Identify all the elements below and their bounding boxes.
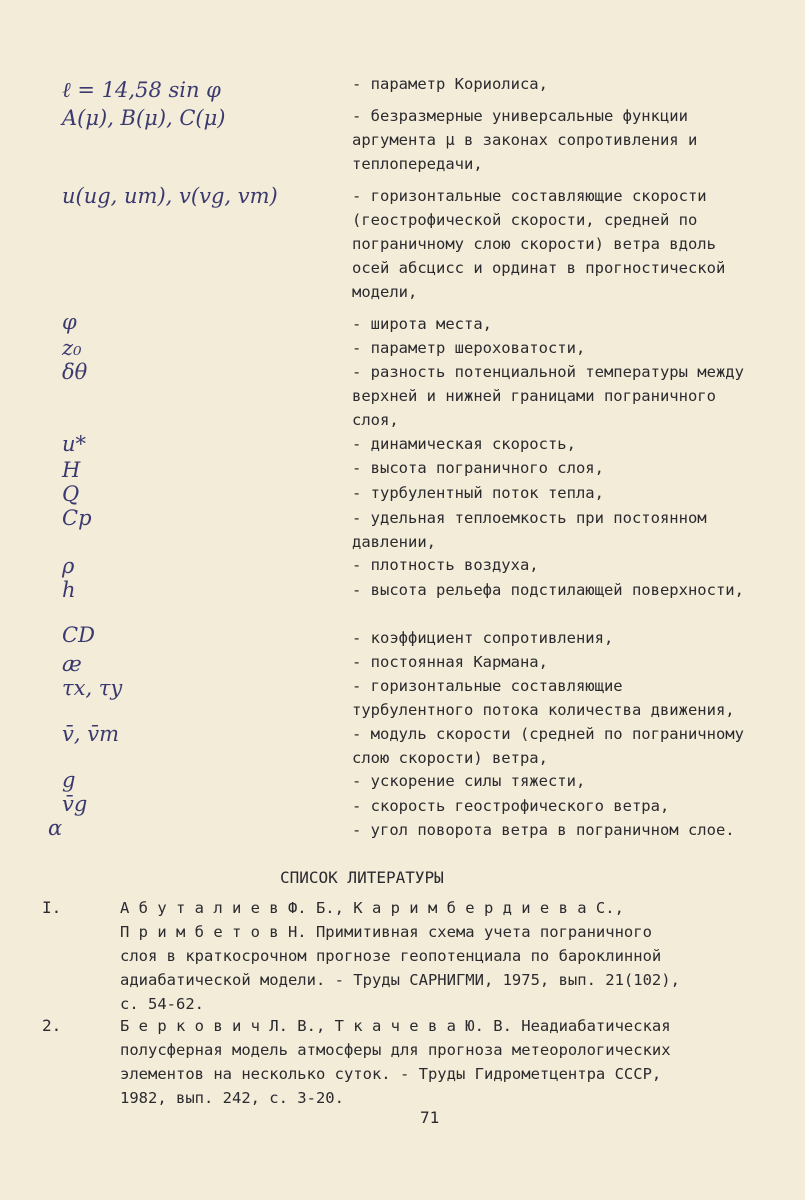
symbol-roughness: z₀ (62, 336, 82, 360)
symbol-drag-coefficient: CD (62, 623, 95, 647)
symbol-karman-constant: æ (62, 652, 82, 676)
definition-coriolis: - параметр Кориолиса, (352, 75, 548, 93)
symbol-momentum-flux: τx, τy (62, 676, 123, 700)
definition-heat-flux: - турбулентный поток тепла, (352, 484, 604, 502)
reference-line: полусферная модель атмосферы для прогноза метеорологических (120, 1041, 671, 1059)
reference-line: слоя в краткосрочном прогнозе геопотенциала по бароклинной (120, 947, 662, 965)
definition-specific-heat: - удельная теплоемкость при постоянном давлении, (352, 509, 716, 551)
definition-wind-speed-modulus: - модуль скорости (средней по пограничному слою скорости) ветра, (352, 725, 754, 767)
references-heading: СПИСОК ЛИТЕРАТУРЫ (280, 868, 444, 887)
definition-roughness: - параметр шероховатости, (352, 339, 586, 357)
definition-latitude: - широта места, (352, 315, 492, 333)
reference-line: с. 54-62. (120, 995, 204, 1013)
symbol-coriolis: ℓ = 14,58 sin φ (62, 78, 221, 102)
definition-terrain-height: - высота рельефа подстилающей поверхности, (352, 581, 744, 599)
reference-line: А б у т а л и е в Ф. Б., К а р и м б е р д и е в а С., (120, 899, 624, 917)
reference-line: 1982, вып. 242, с. 3-20. (120, 1089, 344, 1107)
symbol-wind-components: u(ug, um), v(vg, vm) (62, 184, 278, 208)
reference-line: адиабатической модели. - Труды САРНИГМИ, 1975, вып. 21(102), (120, 971, 680, 989)
definition-universal-functions: - безразмерные универсальные функции аргумента μ в законах сопротивления и теплопередачи, (352, 107, 707, 173)
reference-line: элементов на несколько суток. - Труды Гидрометцентра СССР, (120, 1065, 662, 1083)
definition-potential-temperature-difference: - разность потенциальной температуры между верхней и нижней границами пограничного слоя, (352, 363, 754, 429)
symbol-latitude: φ (62, 310, 77, 334)
definition-momentum-flux: - горизонтальные составляющие турбулентного потока количества движения, (352, 677, 735, 719)
symbol-potential-temperature-difference: δθ (62, 360, 88, 384)
definition-karman-constant: - постоянная Кармана, (352, 653, 548, 671)
symbol-heat-flux: Q (62, 482, 80, 506)
reference-line: Б е р к о в и ч Л. В., Т к а ч е в а Ю. В. Неадиабатическая (120, 1017, 671, 1035)
definition-air-density: - плотность воздуха, (352, 556, 539, 574)
symbol-boundary-layer-height: H (62, 458, 81, 482)
reference-entry (120, 1014, 760, 1110)
symbol-air-density: ρ (62, 554, 75, 578)
symbol-turning-angle: α (48, 816, 63, 840)
symbol-universal-functions: A(μ), B(μ), C(μ) (62, 106, 226, 130)
page-number: 71 (420, 1108, 440, 1127)
reference-number: 2. (42, 1016, 62, 1035)
definition-wind-components: - горизонтальные составляющие скорости (геострофической скорости, средней по пограничному слою скорости) ветра вдоль осей абсцисс и ординат в прогностической модели, (352, 187, 735, 301)
definition-gravity: - ускорение силы тяжести, (352, 772, 586, 790)
symbol-specific-heat: Cp (62, 506, 92, 530)
reference-line: П р и м б е т о в Н. Примитивная схема учета пограничного (120, 923, 652, 941)
definition-boundary-layer-height: - высота пограничного слоя, (352, 459, 604, 477)
definition-friction-velocity: - динамическая скорость, (352, 435, 576, 453)
definition-geostrophic-speed: - скорость геострофического ветра, (352, 797, 670, 815)
definition-drag-coefficient: - коэффициент сопротивления, (352, 629, 614, 647)
symbol-wind-speed-modulus: v̄, v̄m (62, 722, 119, 746)
symbol-geostrophic-speed: v̄g (62, 792, 88, 816)
definition-turning-angle: - угол поворота ветра в пограничном слое. (352, 821, 735, 839)
symbol-gravity: g (62, 768, 76, 792)
symbol-friction-velocity: u* (62, 432, 87, 456)
reference-entry (120, 896, 760, 1016)
reference-number: I. (42, 898, 62, 917)
symbol-terrain-height: h (62, 578, 76, 602)
